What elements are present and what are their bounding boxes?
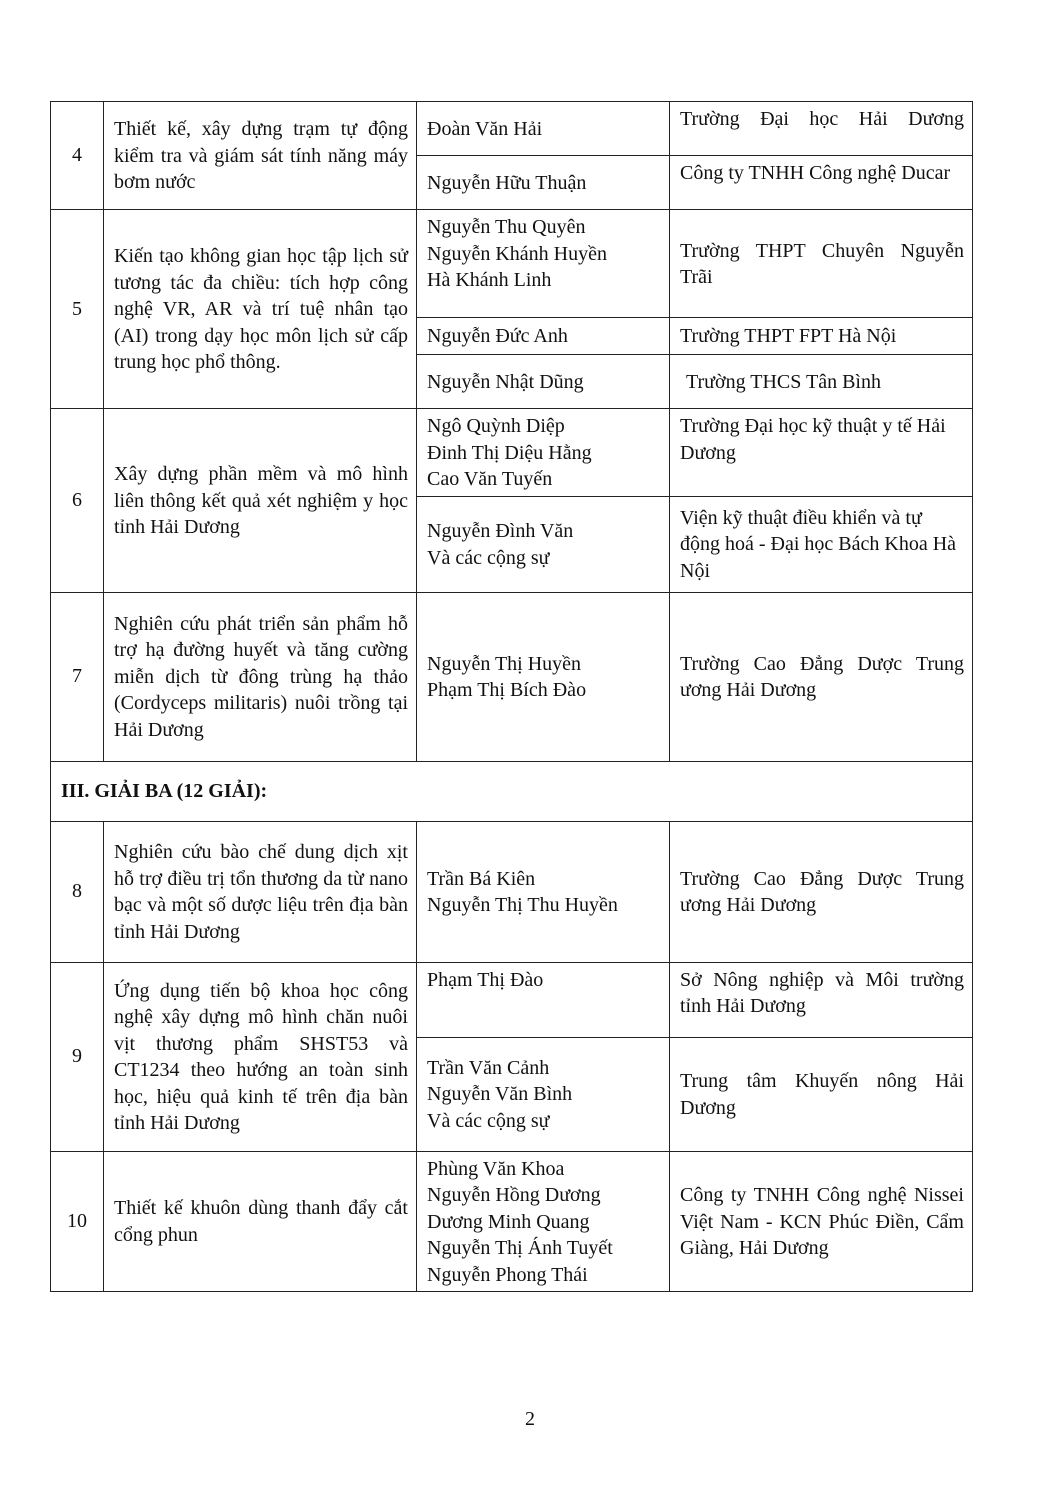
author-names: Nguyễn Đình Văn Và các cộng sự xyxy=(417,496,670,592)
section-heading: III. GIẢI BA (12 GIẢI): xyxy=(51,761,973,821)
table-row xyxy=(51,962,973,1037)
project-title: Nghiên cứu phát triển sản phẩm hỗ trợ hạ đường huyết và tăng cường miễn dịch từ đông trùng hạ thảo (Cordyceps militaris) nuôi trồng tại Hải Dương xyxy=(104,592,417,761)
page-number: 2 xyxy=(525,1408,535,1430)
organization: Trường Đại học kỹ thuật y tế Hải Dương xyxy=(670,409,973,497)
entry-number: 4 xyxy=(51,102,104,210)
organization: Trung tâm Khuyến nông Hải Dương xyxy=(670,1037,973,1151)
organization: Sở Nông nghiệp và Môi trường tỉnh Hải Dương xyxy=(670,962,973,1037)
author-names: Ngô Quỳnh Diệp Đinh Thị Diệu Hằng Cao Văn Tuyến xyxy=(417,409,670,497)
author-names: Trần Bá Kiên Nguyễn Thị Thu Huyền xyxy=(417,821,670,962)
author-names: Nguyễn Thị Huyền Phạm Thị Bích Đào xyxy=(417,592,670,761)
table-row xyxy=(51,409,973,497)
project-title: Kiến tạo không gian học tập lịch sử tương tác đa chiều: tích hợp công nghệ VR, AR và trí tuệ nhân tạo (AI) trong dạy học môn lịch sử cấp trung học phổ thông. xyxy=(104,210,417,409)
table-row xyxy=(51,821,973,962)
organization: Trường Cao Đẳng Dược Trung ương Hải Dương xyxy=(670,592,973,761)
organization: Trường THPT FPT Hà Nội xyxy=(670,318,973,355)
section-row xyxy=(51,761,973,821)
entry-number: 8 xyxy=(51,821,104,962)
organization: Trường THPT Chuyên Nguyễn Trãi xyxy=(670,210,973,318)
project-title: Thiết kế khuôn dùng thanh đẩy cắt cổng phun xyxy=(104,1151,417,1292)
organization: Viện kỹ thuật điều khiển và tự động hoá - Đại học Bách Khoa Hà Nội xyxy=(670,496,973,592)
organization: Trường THCS Tân Bình xyxy=(670,355,973,409)
author-names: Phạm Thị Đào xyxy=(417,962,670,1037)
entry-number: 9 xyxy=(51,962,104,1151)
author-names: Nguyễn Nhật Dũng xyxy=(417,355,670,409)
organization: Công ty TNHH Công nghệ Nissei Việt Nam - KCN Phúc Điền, Cẩm Giàng, Hải Dương xyxy=(670,1151,973,1292)
author-names: Nguyễn Đức Anh xyxy=(417,318,670,355)
table-row xyxy=(51,1151,973,1292)
table-row xyxy=(51,592,973,761)
table-row xyxy=(51,102,973,156)
project-title: Ứng dụng tiến bộ khoa học công nghệ xây dựng mô hình chăn nuôi vịt thương phẩm SHST53 và CT1234 theo hướng an toàn sinh học, hiệu quả kinh tế trên địa bàn tỉnh Hải Dương xyxy=(104,962,417,1151)
author-names: Trần Văn Cảnh Nguyễn Văn Bình Và các cộng sự xyxy=(417,1037,670,1151)
organization: Trường Đại học Hải Dương xyxy=(670,102,973,156)
organization: Trường Cao Đẳng Dược Trung ương Hải Dương xyxy=(670,821,973,962)
entry-number: 10 xyxy=(51,1151,104,1292)
author-names: Nguyễn Hữu Thuận xyxy=(417,156,670,210)
entry-number: 7 xyxy=(51,592,104,761)
project-title: Thiết kế, xây dựng trạm tự động kiểm tra và giám sát tính năng máy bơm nước xyxy=(104,102,417,210)
project-title: Xây dựng phần mềm và mô hình liên thông kết quả xét nghiệm y học tỉnh Hải Dương xyxy=(104,409,417,593)
organization: Công ty TNHH Công nghệ Ducar xyxy=(670,156,973,210)
entry-number: 6 xyxy=(51,409,104,593)
author-names: Phùng Văn Khoa Nguyễn Hồng Dương Dương Minh Quang Nguyễn Thị Ánh Tuyết Nguyễn Phong Thái xyxy=(417,1151,670,1292)
author-names: Nguyễn Thu Quyên Nguyễn Khánh Huyền Hà Khánh Linh xyxy=(417,210,670,318)
entry-number: 5 xyxy=(51,210,104,409)
project-title: Nghiên cứu bào chế dung dịch xịt hỗ trợ điều trị tổn thương da từ nano bạc và một số dược liệu trên địa bàn tỉnh Hải Dương xyxy=(104,821,417,962)
awards-table xyxy=(50,101,973,1292)
author-names: Đoàn Văn Hải xyxy=(417,102,670,156)
table-row xyxy=(51,210,973,318)
